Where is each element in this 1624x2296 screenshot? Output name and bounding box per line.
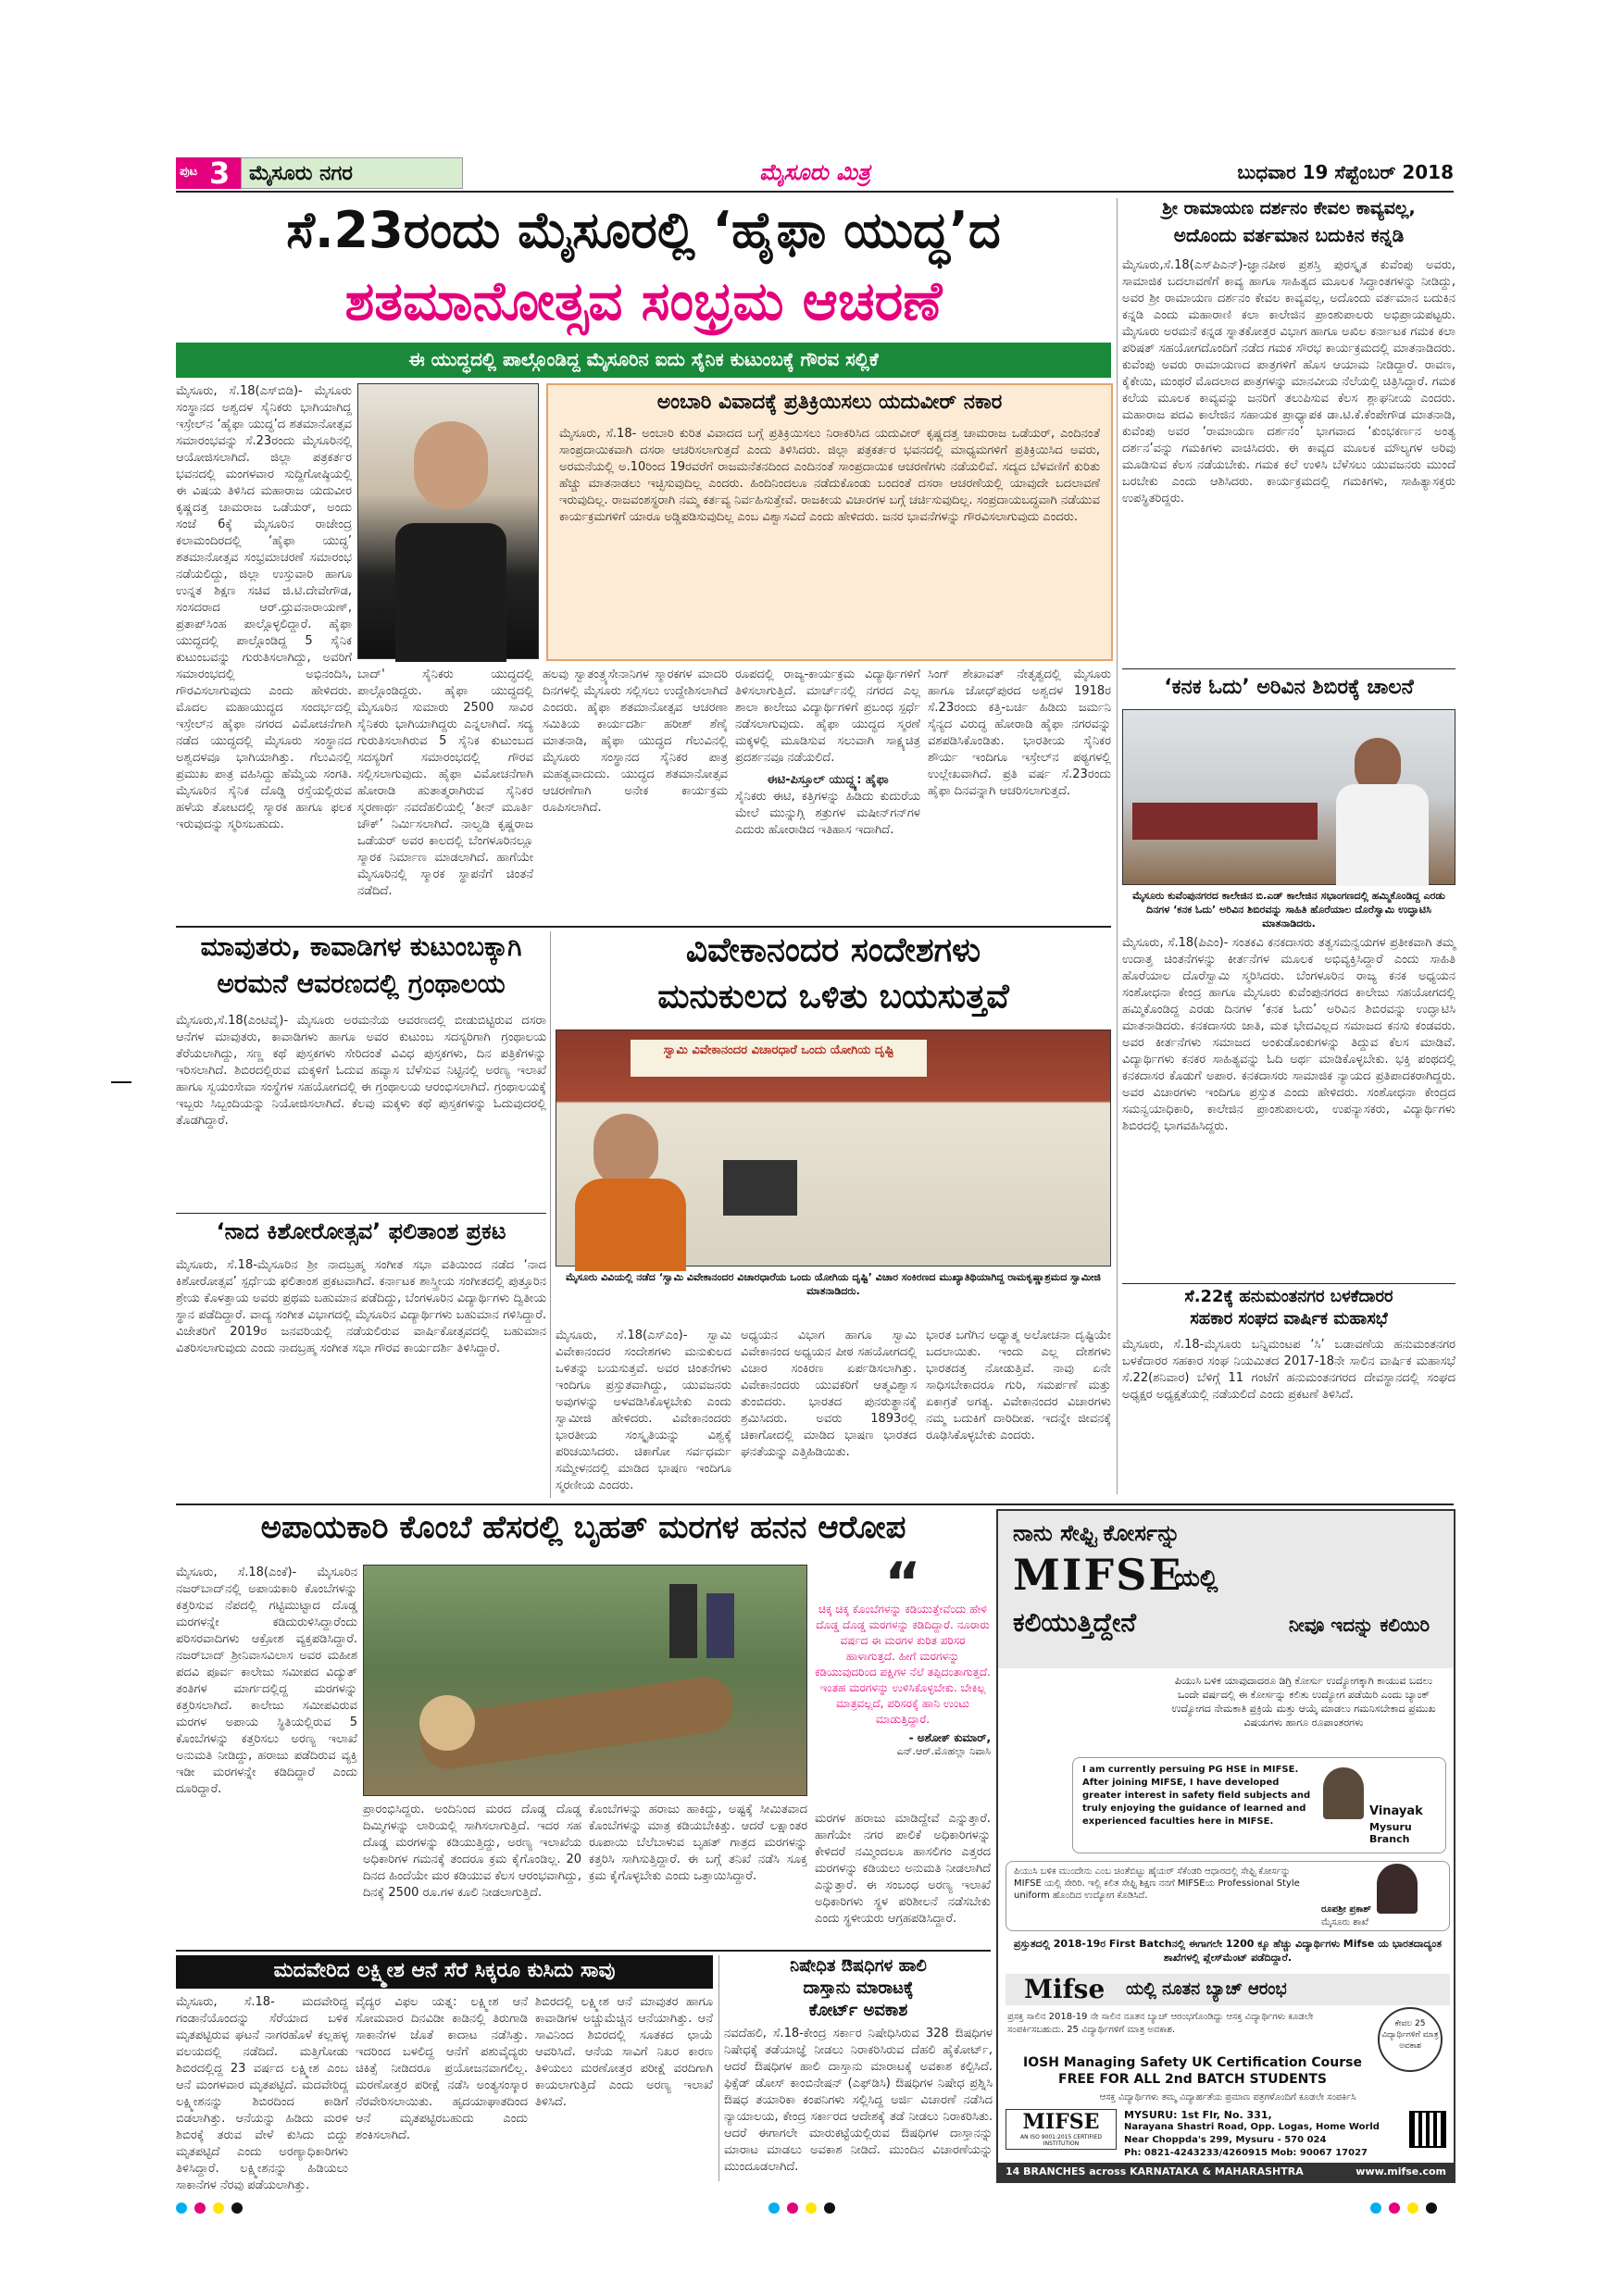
- ad-testimonial-branch: Mysuru Branch: [1369, 1821, 1412, 1845]
- tree-quote-author-sub: ಎನ್.ಆರ್.ಮೊಹಲ್ಲಾ ನಿವಾಸಿ: [896, 1745, 991, 1757]
- page-number-label: ಪುಟ: [180, 165, 198, 179]
- drugs-text: ನವದೆಹಲಿ, ಸೆ.18-ಕೇಂದ್ರ ಸರ್ಕಾರ ನಿಷೇಧಿಸಿರುವ 328 ಔಷಧಿಗಳ ನಿಷೇಧಕ್ಕೆ ತಡೆಯಾಜ್ಞೆ ನೀಡಲು ನಿರಾಕರಿಸಿರುವ ದೆಹಲಿ ಹೈಕೋರ್ಟ್, ಆದರೆ ಔಷಧಿಗಳ ಹಾಲಿ ದಾಸ್ತಾನು ಮಾರಾಟಕ್ಕೆ ಅವಕಾಶ ಕಲ್ಪಿಸಿದೆ. ಫಿಕ್ಸೆಡ್ ಡೋಸ್ ಕಾಂಬಿನೇಷನ್ (ಎಫ್‌ಡಿಸಿ) ಔಷಧಿಗಳ ನಿಷೇಧ ಪ್ರಶ್ನಿಸಿ ಔಷಧ ತಯಾರಿಕಾ ಕಂಪನಿಗಳು ಸಲ್ಲಿಸಿದ್ದ ಅರ್ಜಿ ವಿಚಾರಣೆ ನಡೆಸಿದ ನ್ಯಾಯಾಲಯ, ಕೇಂದ್ರ ಸರ್ಕಾರದ ಆದೇಶಕ್ಕೆ ತಡೆ ನೀಡಲು ನಿರಾಕರಿಸಿತು. ಆದರೆ ಈಗಾಗಲೇ ಮಾರುಕಟ್ಟೆಯಲ್ಲಿರುವ ಔಷಧಿಗಳ ದಾಸ್ತಾನನ್ನು ಮಾರಾಟ ಮಾಡಲು ಅವಕಾಶ ನೀಡಿದೆ. ಮುಂದಿನ ವಿಚಾರಣೆಯನ್ನು ಮುಂದೂಡಲಾಗಿದೆ.: [724, 2027, 993, 2174]
- tree-quote-box: [815, 1551, 991, 1807]
- drugs-headline-3: ಕೋರ್ಟ್ ಅವಕಾಶ: [808, 2001, 908, 2020]
- vivek-photo-banner: ಸ್ವಾಮಿ ವಿವೇಕಾನಂದರ ವಿಚಾರಧಾರೆ ಒಂದು ಯೋಗಿಯ ದೃಷ್ಟಿ: [631, 1040, 927, 1077]
- ad-testimonial-name: Vinayak: [1369, 1804, 1423, 1818]
- drugs-box: [724, 1955, 993, 2181]
- mavuttaru-headline-2: ಅರಮನೆ ಆವರಣದಲ್ಲಿ ಗ್ರಂಥಾಲಯ: [217, 968, 506, 999]
- nada-text: ಮೈಸೂರು, ಸೆ.18-ಮೈಸೂರಿನ ಶ್ರೀ ನಾದಬ್ರಹ್ಮ ಸಂಗೀತ ಸಭಾ ವತಿಯಿಂದ ನಡೆದ ‘ನಾದ ಕಿಶೋರೋತ್ಸವ’ ಸ್ಪರ್ಧೆಯ ಫಲಿತಾಂಶ ಪ್ರಕಟವಾಗಿದೆ. ಕರ್ನಾಟಕ ಶಾಸ್ತ್ರೀಯ ಸಂಗೀತದಲ್ಲಿ ಪುತ್ತೂರಿನ ಶ್ರೇಯ ಕೊಳತ್ತಾಯ ಅವರು ಪ್ರಥಮ ಬಹುಮಾನ ಪಡೆದಿದ್ದು, ಬೆಂಗಳೂರಿನ ವಿದ್ಯಾರ್ಥಿಗಳು ದ್ವಿತೀಯ ಸ್ಥಾನ ಪಡೆದಿದ್ದಾರೆ. ವಾದ್ಯ ಸಂಗೀತ ವಿಭಾಗದಲ್ಲಿ ಮೈಸೂರಿನ ವಿದ್ಯಾರ್ಥಿಗಳು ಬಹುಮಾನ ಗಳಿಸಿದ್ದಾರೆ. ವಿಜೇತರಿಗೆ 2019ರ ಜನವರಿಯಲ್ಲಿ ನಡೆಯಲಿರುವ ವಾರ್ಷಿಕೋತ್ಸವದಲ್ಲಿ ಬಹುಮಾನ ವಿತರಿಸಲಾಗುವುದು ಎಂದು ನಾದಬ್ರಹ್ಮ ಸಂಗೀತ ಸಭಾ ಗೌರವ ಕಾರ್ಯದರ್ಶಿ ತಿಳಿಸಿದ್ದಾರೆ.: [176, 1258, 546, 1355]
- section-label: ಮೈಸೂರು ನಗರ: [241, 157, 463, 189]
- ad-testimonial-2: [1006, 1861, 1450, 1931]
- rule-nada: [176, 1213, 546, 1214]
- ad-testimonial2-text: ಪಿಯುಸಿ ಬಳಿಕ ಮುಂದೇನು ಎಂಬ ಚಿಂತೆಬಿಟ್ಟು ಹೈಯರ್ ಸೆಕೆಂಡರಿ ಆಧಾರದಲ್ಲಿ ಸೇಫ್ಟಿ ಕೋರ್ಸನ್ನು MIFSE ಯಲ್ಲಿ ಸೇರಿರಿ. ಇಲ್ಲಿ ಕಲಿತ ಸೇಫ್ಟಿ ಶಿಕ್ಷಣ ನನಗೆ MIFSEಯ Professional Style uniform ಹೊಂದಿದ ಉದ್ಯೋಗ ಕೊಡಿಸಿದೆ.: [1014, 1866, 1300, 1901]
- lead-inset-text: ಸೈನಿಕರು ಈಟಿ, ಕತ್ತಿಗಳನ್ನು ಹಿಡಿದು ಕುದುರೆಯ ಮೇಲೆ ಮುನ್ನುಗ್ಗಿ ಶತ್ರುಗಳ ಮಷೀನ್‌ಗನ್‌ಗಳ ಎದುರು ಹೋರಾಡಿದ ಇತಿಹಾಸ ಇದಾಗಿದೆ.: [735, 790, 920, 837]
- registration-dot: [787, 2202, 798, 2214]
- ad-footer-band: [998, 2163, 1454, 2181]
- ambari-box: [546, 383, 1113, 661]
- registration-dot: [824, 2202, 835, 2214]
- registration-marks-right: [1370, 2200, 1481, 2215]
- drugs-headline: ನಿಷೇಧಿತ ಔಷಧಿಗಳ ಹಾಲಿ: [790, 1956, 927, 1976]
- ad-testimonial-text: I am currently persuing PG HSE in MIFSE. After joining MIFSE, I have developed greater interest in safety field subjects and truly enjoying the guidance of learned and experienced faculties here in MIFSE.: [1082, 1765, 1311, 1827]
- ad-line-1: ನಾನು ಸೇಫ್ಟಿ ಕೋರ್ಸನ್ನು: [1013, 1520, 1181, 1546]
- right-col-divider: [1117, 198, 1118, 1494]
- left-margin-mark: [111, 1081, 131, 1083]
- hanumantha-headline: ಸೆ.22ಕ್ಕೆ ಹನುಮಂತನಗರ ಬಳಕೆದಾರರ: [1184, 1287, 1393, 1306]
- ad-phone[interactable]: Ph: 0821-4243233/4260915 Mob: 90067 17027: [1124, 2148, 1368, 2158]
- ad-branch-title: MYSURU: 1st Flr, No. 331,: [1124, 2109, 1272, 2121]
- lead-col-5: ಸಿಂಗ್ ಶೇಖಾವತ್ ನೇತೃತ್ವದಲ್ಲಿ ಮೈಸೂರು ಹಾಗೂ ಜೋಧ್‌ಪುರದ ಅಶ್ವದಳ 1918ರ ಸೆ.23ರಂದು ಕತ್ತಿ-ಬರ್ಚಿ ಹಿಡಿದು ಜರ್ಮನಿ ಸೈನ್ಯದ ವಿರುದ್ಧ ಹೋರಾಡಿ ಹೈಫಾ ನಗರವನ್ನು ವಶಪಡಿಸಿಕೊಂಡಿತು. ಭಾರತೀಯ ಸೈನಿಕರ ಶೌರ್ಯ ಇಂದಿಗೂ ಇಸ್ರೇಲ್‌ನ ಪಠ್ಯಗಳಲ್ಲಿ ಉಲ್ಲೇಖವಾಗಿದೆ. ಪ್ರತಿ ವರ್ಷ ಸೆ.23ರಂದು ಹೈಫಾ ದಿನವನ್ನಾಗಿ ಆಚರಿಸಲಾಗುತ್ತದೆ.: [928, 668, 1111, 798]
- lead-headline-2: ಶತಮಾನೋತ್ಸವ ಸಂಭ್ರಮ ಆಚರಣೆ: [344, 269, 943, 332]
- ad-iosh-2: FREE FOR ALL 2nd BATCH STUDENTS: [1058, 2072, 1327, 2087]
- tree-quote-author: - ಅಶೋಕ್ ಕುಮಾರ್,: [908, 1731, 991, 1744]
- lead-col-1: ಮೈಸೂರು, ಸೆ.18(ಎಸ್‌ಬಿಡಿ)- ಮೈಸೂರು ಸಂಸ್ಥಾನದ ಅಶ್ವದಳ ಸೈನಿಕರು ಭಾಗಿಯಾಗಿದ್ದ ಇಸ್ರೇಲ್‌ನ ‘ಹೈಫಾ ಯುದ್ಧ’ದ ಶತಮಾನೋತ್ಸವ ಸಮಾರಂಭವನ್ನು ಸೆ.23ರಂದು ಮೈಸೂರಿನಲ್ಲಿ ಆಯೋಜಿಸಲಾಗಿದೆ. ಜಿಲ್ಲಾ ಪತ್ರಕರ್ತರ ಭವನದಲ್ಲಿ ಮಂಗಳವಾರ ಸುದ್ದಿಗೋಷ್ಠಿಯಲ್ಲಿ ಈ ವಿಷಯ ತಿಳಿಸಿದ ಮಹಾರಾಜ ಯದುವೀರ ಕೃಷ್ಣದತ್ತ ಚಾಮರಾಜ ಒಡೆಯರ್, ಅಂದು ಸಂಜೆ 6ಕ್ಕೆ ಮೈಸೂರಿನ ರಾಜೇಂದ್ರ ಕಲಾಮಂದಿರದಲ್ಲಿ ‘ಹೈಫಾ ಯುದ್ಧ’ ಶತಮಾನೋತ್ಸವ ಸಂಭ್ರಮಾಚರಣೆ ಸಮಾರಂಭ ನಡೆಯಲಿದ್ದು, ಜಿಲ್ಲಾ ಉಸ್ತುವಾರಿ ಹಾಗೂ ಉನ್ನತ ಶಿಕ್ಷಣ ಸಚಿವ ಜಿ.ಟಿ.ದೇವೇಗೌಡ, ಸಂಸದರಾದ ಆರ್.ಧ್ರುವನಾರಾಯಣ್, ಪ್ರತಾಪ್‌ಸಿಂಹ ಪಾಲ್ಗೊಳ್ಳಲಿದ್ದಾರೆ. ಹೈಫಾ ಯುದ್ಧದಲ್ಲಿ ಪಾಲ್ಗೊಂಡಿದ್ದ 5 ಸೈನಿಕ ಕುಟುಂಬವನ್ನು ಗುರುತಿಸಲಾಗಿದ್ದು, ಅವರಿಗೆ ಸಮಾರಂಭದಲ್ಲಿ ಅಭಿನಂದಿಸಿ, ಗೌರವಿಸಲಾಗುವುದು ಎಂದು ಹೇಳಿದರು. ಮೊದಲ ಮಹಾಯುದ್ಧದ ಸಂದರ್ಭದಲ್ಲಿ ಇಸ್ರೇಲ್‌ನ ಹೈಫಾ ನಗರದ ವಿಮೋಚನೆಗಾಗಿ ನಡೆದ ಯುದ್ಧದಲ್ಲಿ ಮೈಸೂರು ಸಂಸ್ಥಾನದ ಅಶ್ವದಳವೂ ಭಾಗಿಯಾಗಿತ್ತು. ಗೆಲುವಿನಲ್ಲಿ ಪ್ರಮುಖ ಪಾತ್ರ ವಹಿಸಿದ್ದು ಹೆಮ್ಮೆಯ ಸಂಗತಿ. ಮೈಸೂರಿನ ಸೈನಿಕ ದೊಡ್ಡಿ ರಸ್ತೆಯಲ್ಲಿರುವ ಹಳೆಯ ತೋಟದಲ್ಲಿ ಸ್ಮಾರಕ ಹಾಗೂ ಫಲಕ ಇರುವುದನ್ನು ಸ್ಮರಿಸಬಹುದು.: [176, 384, 352, 831]
- lead-col-2: ಬಾದ್' ಸೈನಿಕರು ಯುದ್ಧದಲ್ಲಿ ಪಾಲ್ಗೊಂಡಿದ್ದರು. ಹೈಫಾ ಯುದ್ಧದಲ್ಲಿ ಮೈಸೂರಿನ ಸುಮಾರು 2500 ಸಾವಿರ ಸೈನಿಕರು ಭಾಗಿಯಾಗಿದ್ದರು ಎನ್ನಲಾಗಿದೆ. ಸದ್ಯ ಗುರುತಿಸಲಾಗಿರುವ 5 ಸೈನಿಕ ಕುಟುಂಬದ ಸದಸ್ಯರಿಗೆ ಸಮಾರಂಭದಲ್ಲಿ ಗೌರವ ಸಲ್ಲಿಸಲಾಗುವುದು. ಹೈಫಾ ವಿಮೋಚನೆಗಾಗಿ ಹೋರಾಡಿ ಹುತಾತ್ಮರಾಗಿರುವ ಸೈನಿಕರ ಸ್ಮರಣಾರ್ಥ ನವದೆಹಲಿಯಲ್ಲಿ ‘ತೀನ್ ಮೂರ್ತಿ ಚೌಕ್’ ನಿರ್ಮಿಸಲಾಗಿದೆ. ನಾಲ್ವಡಿ ಕೃಷ್ಣರಾಜ ಒಡೆಯರ್ ಅವರ ಕಾಲದಲ್ಲಿ ಬೆಂಗಳೂರಿನಲ್ಲೂ ಸ್ಮಾರಕ ನಿರ್ಮಾಣ ಮಾಡಲಾಗಿದೆ. ಹಾಗೆಯೇ ಮೈಸೂರಿನಲ್ಲಿ ಸ್ಮಾರಕ ಸ್ಥಾಪನೆಗೆ ಚಿಂತನೆ ನಡೆದಿದೆ.: [357, 668, 533, 898]
- ad-iosh-1: IOSH Managing Safety UK Certification Course: [1023, 2055, 1362, 2070]
- elephant-headline: ಮದವೇರಿದ ಲಕ್ಷ್ಮೀಶ ಆನೆ ಸೆರೆ ಸಿಕ್ಕರೂ ಕುಸಿದು ಸಾವು: [273, 1959, 616, 1982]
- elephant-headline-band: [176, 1955, 713, 1989]
- elephant-col-1: ಮೈಸೂರು, ಸೆ.18- ಮದವೇರಿದ್ದ ಗಂಡಾನೆಯೊಂದನ್ನು ಸೆರೆಯಾದ ಬಳಿಕ ಮೃತಪಟ್ಟಿರುವ ಘಟನೆ ನಾಗರಹೊಳೆ ಕಲ್ಲಹಳ್ಳ ವಲಯದಲ್ಲಿ ನಡೆದಿದೆ. ಮತ್ತಿಗೋಡು ಶಿಬಿರದಲ್ಲಿದ್ದ 23 ವರ್ಷದ ಲಕ್ಷ್ಮೀಶ ಎಂಬ ಆನೆ ಮಂಗಳವಾರ ಮೃತಪಟ್ಟಿದೆ. ಮದವೇರಿದ್ದ ಲಕ್ಷ್ಮೀಶನನ್ನು ಶಿಬಿರದಿಂದ ಕಾಡಿಗೆ ಬಿಡಲಾಗಿತ್ತು. ಆನೆಯನ್ನು ಹಿಡಿದು ಮರಳಿ ಶಿಬಿರಕ್ಕೆ ತರುವ ವೇಳೆ ಕುಸಿದು ಬಿದ್ದು ಮೃತಪಟ್ಟಿದೆ ಎಂದು ಅರಣ್ಯಾಧಿಕಾರಿಗಳು ತಿಳಿಸಿದ್ದಾರೆ. ಲಕ್ಷ್ಮೀಶನನ್ನು ಹಿಡಿಯಲು ಸಾಕಾನೆಗಳ ನೆರವು ಪಡೆಯಲಾಗಿತ್ತು.: [176, 1995, 348, 2192]
- masthead: [176, 157, 1454, 189]
- ad-contact-note: ಆಸಕ್ತ ವಿದ್ಯಾರ್ಥಿಗಳು ತಮ್ಮ ವಿದ್ಯಾರ್ಹತೆಯ ಪ್ರಮಾಣ ಪತ್ರಗಳೊಂದಿಗೆ ಕೂಡಲೇ ಸಂಪರ್ಕಿಸಿ: [1099, 2092, 1356, 2103]
- vivek-col-2: ಅಧ್ಯಯನ ವಿಭಾಗ ಹಾಗೂ ಸ್ವಾಮಿ ವಿವೇಕಾನಂದ ಅಧ್ಯಯನ ಪೀಠ ಸಹಯೋಗದಲ್ಲಿ ವಿಚಾರ ಸಂಕಿರಣ ಏರ್ಪಡಿಸಲಾಗಿತ್ತು. ವಿವೇಕಾನಂದರು ಯುವಕರಿಗೆ ಆತ್ಮವಿಶ್ವಾಸ ತುಂಬಿದರು. ಭಾರತದ ಪುನರುತ್ಥಾನಕ್ಕೆ ಶ್ರಮಿಸಿದರು. ಅವರು 1893ರಲ್ಲಿ ಚಿಕಾಗೋದಲ್ಲಿ ಮಾಡಿದ ಭಾಷಣ ಭಾರತದ ಘನತೆಯನ್ನು ಎತ್ತಿಹಿಡಿಯಿತು.: [741, 1329, 917, 1459]
- hanumantha-headline-2: ಸಹಕಾರ ಸಂಘದ ವಾರ್ಷಿಕ ಮಹಾಸಭೆ: [1190, 1309, 1388, 1329]
- ad-testimonial2-branch: ಮೈಸೂರು ಶಾಖೆ: [1321, 1917, 1368, 1928]
- registration-dot: [806, 2202, 817, 2214]
- tree-col-2: ಪ್ರಾರಂಭಿಸಿದ್ದರು. ಅಂದಿನಿಂದ ಮರದ ದೊಡ್ಡ ದೊಡ್ಡ ದಿಮ್ಮಿಗಳನ್ನು ಲಾರಿಯಲ್ಲಿ ಸಾಗಿಸಲಾಗುತ್ತಿದೆ. ಇದರ ಸಹ ದೊಡ್ಡ ಮರಗಳನ್ನು ಕಡಿಯುತ್ತಿದ್ದು, ಅರಣ್ಯ ಇಲಾಖೆಯ ಅಧಿಕಾರಿಗಳ ಗಮನಕ್ಕೆ ತಂದರೂ ಕ್ರಮ ಕೈಗೊಂಡಿಲ್ಲ. 20 ದಿನದ ಹಿಂದೆಯೇ ಮರ ಕಡಿಯುವ ಕೆಲಸ ಆರಂಭವಾಗಿದ್ದು, ದಿನಕ್ಕೆ 2500 ರೂ.ಗಳ ಕೂಲಿ ನೀಡಲಾಗುತ್ತಿದೆ.: [363, 1803, 581, 1900]
- ramayana-headline: ಶ್ರೀ ರಾಮಾಯಣ ದರ್ಶನಂ ಕೇವಲ ಕಾವ್ಯವಲ್ಲ,: [1162, 198, 1416, 218]
- registration-marks-left: [176, 2200, 287, 2215]
- quote-icon: “: [884, 1551, 921, 1616]
- ad-new-batch-text: ಯಲ್ಲಿ ನೂತನ ಬ್ಯಾಚ್ ಆರಂಭ: [1126, 1979, 1287, 1999]
- page-number: 3: [209, 156, 231, 191]
- elephant-col-3: ಶಿಬಿರದಲ್ಲಿ ಲಕ್ಷ್ಮೀಶ ಆನೆ ಮಾವುತರ ಹಾಗೂ ಕಾವಾಡಿಗಳ ಅಚ್ಚುಮೆಚ್ಚಿನ ಆನೆಯಾಗಿತ್ತು. ಆನೆ ಸಾವಿನಿಂದ ಶಿಬಿರದಲ್ಲಿ ಸೂತಕದ ಛಾಯೆ ಆವರಿಸಿದೆ. ಆನೆಯ ಸಾವಿಗೆ ನಿಖರ ಕಾರಣ ತಿಳಿಯಲು ಮರಣೋತ್ತರ ಪರೀಕ್ಷೆ ವರದಿಗಾಗಿ ಕಾಯಲಾಗುತ್ತಿದೆ ಎಂದು ಅರಣ್ಯ ಇಲಾಖೆ ತಿಳಿಸಿದೆ.: [535, 1995, 713, 2109]
- registration-marks-center: [768, 2200, 880, 2215]
- mavuttaru-headline: ಮಾವುತರು, ಕಾವಾಡಿಗಳ ಕುಟುಂಬಕ್ಕಾಗಿ: [200, 931, 522, 962]
- rule-hanumantha: [1122, 1283, 1455, 1284]
- ad-address-1: Narayana Shastri Road, Opp. Logas, Home World: [1124, 2122, 1380, 2132]
- vivek-col-3-text: ಭಾರತ ಬಗೆಗಿನ ಅಧ್ಯಾತ್ಮ ಅಲೋಚನಾ ದೃಷ್ಟಿಯೇ ಬದಲಾಯಿತು. ಇಂದು ಎಲ್ಲ ದೇಶಗಳು ಭಾರತದತ್ತ ನೋಡುತ್ತಿವೆ. ನಾವು ಏನೇ ಸಾಧಿಸಬೇಕಾದರೂ ಗುರಿ, ಸಮರ್ಪಣೆ ಮತ್ತು ಏಕಾಗ್ರತೆ ಅಗತ್ಯ. ವಿವೇಕಾನಂದರ ವಿಚಾರಗಳು ನಮ್ಮ ಬದುಕಿಗೆ ದಾರಿದೀಪ. ಇದನ್ನೇ ಜೀವನಕ್ಕೆ ರೂಢಿಸಿಕೊಳ್ಳಬೇಕು ಎಂದರು.: [926, 1329, 1111, 1442]
- ad-seats-badge: ಕೇವಲ 25 ವಿದ್ಯಾರ್ಥಿಗಳಿಗೆ ಮಾತ್ರ ಅವಕಾಶ: [1378, 2007, 1443, 2072]
- vivek-headline: ವಿವೇಕಾನಂದರ ಸಂದೇಶಗಳು: [685, 931, 981, 969]
- ad-line-2-suffix: ಯಲ್ಲಿ: [1174, 1565, 1218, 1592]
- ad-footer-left: 14 BRANCHES across KARNATAKA & MAHARASHTRA: [1006, 2165, 1304, 2177]
- lead-subhead: ಈ ಯುದ್ಧದಲ್ಲಿ ಪಾಲ್ಗೊಂಡಿದ್ದ ಮೈಸೂರಿನ ಐದು ಸೈನಿಕ ಕುಟುಂಬಕ್ಕೆ ಗೌರವ ಸಲ್ಲಿಕೆ: [408, 348, 879, 370]
- ad-testimonial-1: [1072, 1757, 1446, 1853]
- vivek-col-3: [926, 954, 927, 955]
- ad-top-banner: [998, 1511, 1454, 1668]
- ad-student2-avatar: [1377, 1864, 1418, 1914]
- kanaka-photo: [1122, 709, 1455, 885]
- tree-quote: ಚಿಕ್ಕ ಚಿಕ್ಕ ಕೊಂಬೆಗಳನ್ನು ಕಡಿಯುತ್ತೇವೆಂದು ಹೇಳಿ ದೊಡ್ಡ ದೊಡ್ಡ ಮರಗಳನ್ನು ಕಡಿದಿದ್ದಾರೆ. ನೂರಾರು ವರ್ಷದ ಈ ಮರಗಳ ಕುರಿತ ಪರಿಸರ ಹಾಳಾಗುತ್ತದೆ. ಹೀಗೆ ಮರಗಳನ್ನು ಕಡಿಯುವುದರಿಂದ ಪಕ್ಷಿಗಳ ನೆಲೆ ತಪ್ಪಿದಂತಾಗುತ್ತದೆ. ಇಂತಹ ಮರಗಳನ್ನು ಉಳಿಸಿಕೊಳ್ಳಬೇಕು. ಬೇಕಿಲ್ಲ ಮಾತ್ರವಲ್ಲದೆ, ಪರಿಸರಕ್ಕೆ ಹಾನಿ ಉಂಟು ಮಾಡುತ್ತಿದ್ದಾರೆ.: [815, 1603, 991, 1726]
- kanaka-text: ಮೈಸೂರು, ಸೆ.18(ಪಿಎಂ)- ಸಂತಕವಿ ಕನಕದಾಸರು ತತ್ವಸಮನ್ವಯಗಳ ಪ್ರತೀಕವಾಗಿ ತಮ್ಮ ಉದಾತ್ತ ಚಿಂತನೆಗಳನ್ನು ಕೀರ್ತನೆಗಳ ಮೂಲಕ ಅಭಿವ್ಯಕ್ತಿಸಿದ್ದಾರೆ ಎಂದು ಸಾಹಿತಿ ಹೊರೆಯಾಲ ದೊರೆಸ್ವಾಮಿ ಸ್ಮರಿಸಿದರು. ಬೆಂಗಳೂರಿನ ರಾಜ್ಯ ಕನಕ ಅಧ್ಯಯನ ಸಂಶೋಧನಾ ಕೇಂದ್ರ ಹಾಗೂ ಮೈಸೂರು ಕುವೆಂಪುನಗರದ ಕಾಲೇಜು ಸಹಯೋಗದಲ್ಲಿ ಹಮ್ಮಿಕೊಂಡಿದ್ದ ಎರಡು ದಿನಗಳ ‘ಕನಕ ಓದು’ ಅರಿವಿನ ಶಿಬಿರವನ್ನು ಉದ್ಘಾಟಿಸಿ ಮಾತನಾಡಿದರು. ಕನಕದಾಸರು ಜಾತಿ, ಮತ ಭೇದವಿಲ್ಲದ ಸಮಾಜದ ಕನಸು ಕಂಡವರು. ಅವರ ಕೀರ್ತನೆಗಳು ಸಮಾಜದ ಅಂಕುಡೊಂಕುಗಳನ್ನು ತಿದ್ದುವ ಕೆಲಸ ಮಾಡಿವೆ. ವಿದ್ಯಾರ್ಥಿಗಳು ಕನಕರ ಸಾಹಿತ್ಯವನ್ನು ಓದಿ ಅರ್ಥ ಮಾಡಿಕೊಳ್ಳಬೇಕು. ಭಕ್ತಿ ಪಂಥದಲ್ಲಿ ಕನಕದಾಸರ ಕೊಡುಗೆ ಅಪಾರ. ಕನಕದಾಸರು ಸಾಮಾಜಿಕ ನ್ಯಾಯದ ಪ್ರತಿಪಾದಕರಾಗಿದ್ದರು. ಅವರ ವಿಚಾರಗಳು ಇಂದಿಗೂ ಪ್ರಸ್ತುತ ಎಂದು ಹೇಳಿದರು. ಸಂಶೋಧನಾ ಕೇಂದ್ರದ ಸಮನ್ವಯಾಧಿಕಾರಿ, ಕಾಲೇಜಿನ ಪ್ರಾಂಶುಪಾಲರು, ಉಪನ್ಯಾಸಕರು, ವಿದ್ಯಾರ್ಥಿಗಳು ಶಿಬಿರದಲ್ಲಿ ಭಾಗವಹಿಸಿದ್ದರು.: [1122, 936, 1455, 1133]
- page-number-badge: [176, 157, 241, 189]
- registration-dot: [1426, 2202, 1437, 2214]
- registration-dot: [176, 2202, 187, 2214]
- tree-col-1: ಮೈಸೂರು, ಸೆ.18(ಎಂಕೆ)- ಮೈಸೂರಿನ ನಜರ್‌ಬಾದ್‌ನಲ್ಲಿ ಅಪಾಯಕಾರಿ ಕೊಂಬೆಗಳನ್ನು ಕತ್ತರಿಸುವ ನೆಪದಲ್ಲಿ ಗಟ್ಟಿಮುಟ್ಟಾದ ದೊಡ್ಡ ಮರಗಳನ್ನೇ ಕಡಿದುರುಳಿಸಿದ್ದಾರೆಂದು ಪರಿಸರವಾದಿಗಳು ಆಕ್ರೋಶ ವ್ಯಕ್ತಪಡಿಸಿದ್ದಾರೆ. ನಜರ್‌ಬಾದ್ ಶ್ರೀನಿವಾಸವಿಲಾಸ ಅವರ ಮಹೀಶ ಪದವಿ ಪೂರ್ವ ಕಾಲೇಜು ಸಮೀಪದ ವಿದ್ಯುತ್ ತಂತಿಗಳ ಮಾರ್ಗದಲ್ಲಿದ್ದ ಮರಗಳನ್ನು ಕತ್ತರಿಸಲಾಗಿದೆ. ಕಾಲೇಜು ಸಮೀಪವಿರುವ ಮರಗಳ ಅಪಾಯ ಸ್ಥಿತಿಯಲ್ಲಿರುವ 5 ಕೊಂಬೆಗಳನ್ನು ಕತ್ತರಿಸಲು ಅರಣ್ಯ ಇಲಾಖೆ ಅನುಮತಿ ನೀಡಿದ್ದು, ಹರಾಜು ಪಡೆದಿರುವ ವ್ಯಕ್ತಿ ಇಡೀ ಮರಗಳನ್ನೇ ಕಡಿದಿದ್ದಾರೆ ಎಂದು ದೂರಿದ್ದಾರೆ.: [176, 1566, 357, 1796]
- drugs-headline-2: ದಾಸ್ತಾನು ಮಾರಾಟಕ್ಕೆ: [803, 1978, 914, 1998]
- vivek-photo: [556, 1029, 1111, 1267]
- registration-dot: [1389, 2202, 1400, 2214]
- registration-dot: [768, 2202, 780, 2214]
- rule-2: [176, 1504, 1454, 1505]
- ad-batch-note: ಪ್ರಸ್ತುತದಲ್ಲಿ 2018-19ರ First Batchನಲ್ಲಿ ಈಗಾಗಲೇ 1200 ಕ್ಕೂ ಹೆಚ್ಚು ವಿದ್ಯಾರ್ಥಿಗಳು Mifse ಯ ಭಾರತದಾದ್ಯಂತ ಶಾಖೆಗಳಲ್ಲಿ ಪ್ಲೇಸ್‌ಮೆಂಟ್ ಪಡೆದಿದ್ದಾರೆ.: [1013, 1938, 1443, 1964]
- ad-logo-sub: AN ISO 9001:2015 CERTIFIED INSTITUTION: [1020, 2134, 1102, 2147]
- ad-brand: MIFSE: [1013, 1550, 1183, 1600]
- lead-headline: ಸೆ.23ರಂದು ಮೈಸೂರಲ್ಲಿ ‘ಹೈಫಾ ಯುದ್ಧ’ದ: [286, 201, 1001, 259]
- vivek-headline-2: ಮನುಕುಲದ ಒಳಿತು ಬಯಸುತ್ತವೆ: [657, 978, 1009, 1016]
- ad-student-avatar: [1323, 1767, 1364, 1819]
- ad-new-batch-para: ಪ್ರಸಕ್ತ ಸಾಲಿನ 2018-19 ನೇ ಸಾಲಿನ ನೂತನ ಬ್ಯಾಚ್ ಆರಂಭಗೊಂಡಿದ್ದು ಆಸಕ್ತ ವಿದ್ಯಾರ್ಥಿಗಳು ಕೂಡಲೇ ಸಂಪರ್ಕಿಸಬಹುದು. 25 ವಿದ್ಯಾರ್ಥಿಗಳಿಗೆ ಮಾತ್ರ ಅವಕಾಶ.: [1007, 2012, 1314, 2035]
- elephant-col-2: ವೈದ್ಯರ ವಿಫಲ ಯತ್ನ: ಲಕ್ಷ್ಮೀಶ ಆನೆ ಸೋಮವಾರ ದಿನವಿಡೀ ಕಾಡಿನಲ್ಲಿ ತಿರುಗಾಡಿ ಸಾಕಾನೆಗಳ ಜೊತೆ ಕಾದಾಟ ನಡೆಸಿತ್ತು. ಇದರಿಂದ ಬಳಲಿದ್ದ ಆನೆಗೆ ಪಶುವೈದ್ಯರು ಚಿಕಿತ್ಸೆ ನೀಡಿದರೂ ಪ್ರಯೋಜನವಾಗಲಿಲ್ಲ. ಮರಣೋತ್ತರ ಪರೀಕ್ಷೆ ನಡೆಸಿ ಅಂತ್ಯಸಂಸ್ಕಾರ ನೆರವೇರಿಸಲಾಯಿತು. ಹೃದಯಾಘಾತದಿಂದ ಆನೆ ಮೃತಪಟ್ಟಿರಬಹುದು ಎಂದು ಶಂಕಿಸಲಾಗಿದೆ.: [356, 1995, 528, 2142]
- lead-subhead-band: [176, 343, 1111, 378]
- tree-headline: ಅಪಾಯಕಾರಿ ಕೊಂಬೆ ಹೆಸರಲ್ಲಿ ಬೃಹತ್ ಮರಗಳ ಹನನ ಆರೋಪ: [260, 1509, 906, 1546]
- rule-3: [176, 1950, 991, 1952]
- ad-logo-text: MIFSE: [1022, 2110, 1100, 2134]
- hanumantha-text: ಮೈಸೂರು, ಸೆ.18-ಮೈಸೂರು ಬನ್ನಿಮಂಟಪ ‘ಸಿ’ ಬಡಾವಣೆಯ ಹನುಮಂತನಗರ ಬಳಕೆದಾರರ ಸಹಕಾರ ಸಂಘ ನಿಯಮಿತದ 2017-18ನೇ ಸಾಲಿನ ವಾರ್ಷಿಕ ಮಹಾಸಭೆ ಸೆ.22(ಶನಿವಾರ) ಬೆಳಿಗ್ಗೆ 11 ಗಂಟೆಗೆ ಹನುಮಂತನಗರದ ದೇವಸ್ಥಾನದಲ್ಲಿ ಸಂಘದ ಅಧ್ಯಕ್ಷರ ಅಧ್ಯಕ್ಷತೆಯಲ್ಲಿ ನಡೆಯಲಿದೆ ಎಂದು ಪ್ರಕಟಣೆ ತಿಳಿಸಿದೆ.: [1122, 1338, 1455, 1402]
- vivek-divider: [550, 931, 551, 1498]
- lead-photo-yaduveer: [357, 383, 539, 659]
- masthead-rule: [176, 191, 1454, 193]
- registration-dot: [1370, 2202, 1381, 2214]
- lead-col-4: ರೂಪದಲ್ಲಿ ರಾಜ್ಯ-ಕಾರ್ಯಕ್ರಮ ವಿದ್ಯಾರ್ಥಿಗಳಿಗೆ ತಿಳಿಸಲಾಗುತ್ತಿದೆ. ಮಾರ್ಚ್‌ನಲ್ಲಿ ನಗರದ ಎಲ್ಲ ಶಾಲಾ ಕಾಲೇಜು ವಿದ್ಯಾರ್ಥಿಗಳಿಗೆ ಪ್ರಬಂಧ ಸ್ಪರ್ಧೆ ನಡೆಸಲಾಗುವುದು. ಹೈಫಾ ಯುದ್ಧದ ಸ್ಮರಣೆ ಮಕ್ಕಳಲ್ಲಿ ಮೂಡಿಸುವ ಸಲುವಾಗಿ ಸಾಕ್ಷ್ಯಚಿತ್ರ ಪ್ರದರ್ಶನವೂ ನಡೆಯಲಿದೆ. ಈಟಿ-ಪಿಸ್ತೂಲ್ ಯುದ್ಧ್ಯ: ಹೈಫಾ ಸೈನಿಕರು ಈಟಿ, ಕತ್ತಿಗಳನ್ನು ಹಿಡಿದು ಕುದುರೆಯ ಮೇಲೆ ಮುನ್ನುಗ್ಗಿ ಶತ್ರುಗಳ ಮಷೀನ್‌ಗನ್‌ಗಳ ಎದುರು ಹೋರಾಡಿದ ಇತಿಹಾಸ ಇದಾಗಿದೆ.: [735, 668, 920, 837]
- ambari-headline: ಅಂಬಾರಿ ವಿವಾದಕ್ಕೆ ಪ್ರತಿಕ್ರಿಯಿಸಲು ಯದುವೀರ್ ನಕಾರ: [656, 391, 1003, 414]
- paper-name: ಮೈಸೂರು ಮಿತ್ರ: [759, 159, 870, 185]
- nada-headline: ‘ನಾದ ಕಿಶೋರೋತ್ಸವ’ ಫಲಿತಾಂಶ ಪ್ರಕಟ: [216, 1218, 506, 1244]
- rule-1: [176, 926, 1111, 928]
- ad-kannada-para: ಪಿಯುಸಿ ಬಳಿಕ ಯಾವುದಾದರೂ ಡಿಗ್ರಿ ಕೋರ್ಸು ಉದ್ಯೋಗಕ್ಕಾಗಿ ಕಾಯುವ ಬದಲು ಒಂದೇ ವರ್ಷದಲ್ಲಿ ಈ ಕೋರ್ಸನ್ನು ಕಲಿತು ಉದ್ಯೋಗ ಪಡೆಯಿರಿ ಎಂದು ಬ್ಯಾಂಕ್ ಉದ್ಯೋಗದ ನೇಮಕಾತಿ ಪ್ರಕ್ರಿಯೆ ಮತ್ತು ಆಯ್ಕೆ ಮಾಡಲು ಗಮನಿಸಬೇಕಾದ ಪ್ರಮುಖ ವಿಷಯಗಳು ಹಾಗೂ ರೂಪಾಂತರಗಳು: [1171, 1675, 1436, 1728]
- kanaka-caption: ಮೈಸೂರು ಕುವೆಂಪುನಗರದ ಕಾಲೇಜಿನ ಬಿ.ಎಡ್ ಕಾಲೇಜಿನ ಸಭಾಂಗಣದಲ್ಲಿ ಹಮ್ಮಿಕೊಂಡಿದ್ದ ಎರಡು ದಿನಗಳ ‘ಕನಕ ಓದು’ ಅರಿವಿನ ಶಿಬಿರವನ್ನು ಸಾಹಿತಿ ಹೊರೆಯಾಲ ದೊರೆಸ್ವಾಮಿ ಉದ್ಘಾಟಿಸಿ ಮಾತನಾಡಿದರು.: [1132, 890, 1445, 930]
- tree-col-3: ಕೊಂಬೆಗಳನ್ನು ಹರಾಜು ಹಾಕಿದ್ದು, ಅಷ್ಟಕ್ಕೆ ಸೀಮಿತವಾದ ಕೊಂಬೆಗಳನ್ನು ಮಾತ್ರ ಕಡಿಯಬೇಕಿತ್ತು. ಆದರೆ ಲಕ್ಷಾಂತರ ರೂಪಾಯಿ ಬೆಲೆಬಾಳುವ ಬೃಹತ್ ಗಾತ್ರದ ಮರಗಳನ್ನು ಕತ್ತರಿಸಿ ಸಾಗಿಸುತ್ತಿದ್ದಾರೆ. ಈ ಬಗ್ಗೆ ತನಿಖೆ ನಡೆಸಿ ಸೂಕ್ತ ಕ್ರಮ ಕೈಗೊಳ್ಳಬೇಕು ಎಂದು ಒತ್ತಾಯಿಸಿದ್ದಾರೆ.: [589, 1803, 807, 1883]
- registration-dot: [231, 2202, 243, 2214]
- date: ಬುಧವಾರ 19 ಸೆಪ್ಟೆಂಬರ್ 2018: [1237, 161, 1454, 183]
- mavuttaru-text: ಮೈಸೂರು,ಸೆ.18(ಎಂಟಿವೈ)- ಮೈಸೂರು ಅರಮನೆಯ ಆವರಣದಲ್ಲಿ ಬೀಡುಬಿಟ್ಟಿರುವ ದಸರಾ ಆನೆಗಳ ಮಾವುತರು, ಕಾವಾಡಿಗಳು ಹಾಗೂ ಅವರ ಕುಟುಂಬ ಸದಸ್ಯರಿಗಾಗಿ ಗ್ರಂಥಾಲಯ ತೆರೆಯಲಾಗಿದ್ದು, ಸಣ್ಣ ಕಥೆ ಪುಸ್ತಕಗಳು ಸೇರಿದಂತೆ ವಿವಿಧ ಪುಸ್ತಕಗಳು, ದಿನ ಪತ್ರಿಕೆಗಳನ್ನು ಇರಿಸಲಾಗಿದೆ. ಶಿಬಿರದಲ್ಲಿರುವ ಮಕ್ಕಳಿಗೆ ಓದುವ ಹವ್ಯಾಸ ಬೆಳೆಸುವ ನಿಟ್ಟಿನಲ್ಲಿ ಅರಣ್ಯ ಇಲಾಖೆ ಹಾಗೂ ಸ್ವಯಂಸೇವಾ ಸಂಸ್ಥೆಗಳ ಸಹಯೋಗದಲ್ಲಿ ಈ ಗ್ರಂಥಾಲಯ ಆರಂಭಿಸಲಾಗಿದೆ. ಗ್ರಂಥಾಲಯಕ್ಕೆ ಇಬ್ಬರು ಸಿಬ್ಬಂದಿಯನ್ನು ನಿಯೋಜಿಸಲಾಗಿದೆ. ಕೆಲವು ಮಕ್ಕಳು ಕಥೆ ಪುಸ್ತಕಗಳನ್ನು ಓದುವುದರಲ್ಲಿ ತೊಡಗಿದ್ದಾರೆ.: [176, 1014, 546, 1128]
- lead-inset-heading: ಈಟಿ-ಪಿಸ್ತೂಲ್ ಯುದ್ಧ್ಯ: ಹೈಫಾ: [767, 773, 889, 787]
- ambari-text: ಮೈಸೂರು, ಸೆ.18- ಅಂಬಾರಿ ಕುರಿತ ವಿವಾದದ ಬಗ್ಗೆ ಪ್ರತಿಕ್ರಿಯಿಸಲು ನಿರಾಕರಿಸಿದ ಯದುವೀರ್ ಕೃಷ್ಣದತ್ತ ಚಾಮರಾಜ ಒಡೆಯರ್, ಎಂದಿನಂತೆ ಸಾಂಪ್ರದಾಯಿಕವಾಗಿ ದಸರಾ ಆಚರಿಸಲಾಗುತ್ತದೆ ಎಂದು ತಿಳಿಸಿದರು. ಜಿಲ್ಲಾ ಪತ್ರಕರ್ತರ ಭವನದಲ್ಲಿ ಮಾಧ್ಯಮಗಳಿಗೆ ಪ್ರತಿಕ್ರಿಯಿಸಿದ ಅವರು, ಅರಮನೆಯಲ್ಲಿ ಅ.10ರಿಂದ 19ರವರೆಗೆ ರಾಜಮನೆತನದಿಂದ ಎಂದಿನಂತೆ ಸಾಂಪ್ರದಾಯಿಕ ಆಚರಣೆಗಳು ನಡೆಯಲಿವೆ. ಸದ್ಯದ ಬೆಳವಣಿಗೆ ಕುರಿತು ಹೆಚ್ಚು ಮಾತನಾಡಲು ಇಚ್ಛಿಸುವುದಿಲ್ಲ ಎಂದರು. ಹಿಂದಿನಿಂದಲೂ ನಡೆದುಕೊಂಡು ಬಂದಂತೆ ದಸರಾ ಆಚರಣೆಯಲ್ಲಿ ಯಾವುದೇ ಬದಲಾವಣೆ ಇರುವುದಿಲ್ಲ. ರಾಜವಂಶಸ್ಥರಾಗಿ ನಮ್ಮ ಕರ್ತವ್ಯ ನಿರ್ವಹಿಸುತ್ತೇವೆ. ರಾಜಕೀಯ ವಿಚಾರಗಳ ಬಗ್ಗೆ ಚರ್ಚಿಸುವುದಿಲ್ಲ. ಸಂಪ್ರದಾಯಬದ್ಧವಾಗಿ ನಡೆಯುವ ಕಾರ್ಯಕ್ರಮಗಳಿಗೆ ಯಾರೂ ಅಡ್ಡಿಪಡಿಸುವುದಿಲ್ಲ ಎಂಬ ವಿಶ್ವಾಸವಿದೆ ಎಂದು ಹೇಳಿದರು. ಜನರ ಭಾವನೆಗಳನ್ನು ಗೌರವಿಸಲಾಗುವುದು ಎಂದರು.: [559, 427, 1100, 524]
- ad-new-batch-band: [1006, 1974, 1450, 2005]
- ad-line-4: ನೀವೂ ಇದನ್ನು ಕಲಿಯಿರಿ: [1288, 1614, 1430, 1636]
- ad-line-3: ಕಲಿಯುತ್ತಿದ್ದೇನೆ: [1013, 1607, 1137, 1638]
- registration-dot: [194, 2202, 206, 2214]
- tree-photo: [363, 1565, 807, 1796]
- kanaka-headline: ‘ಕನಕ ಓದು’ ಅರಿವಿನ ಶಿಬಿರಕ್ಕೆ ಚಾಲನೆ: [1164, 676, 1414, 699]
- ramayana-headline-2: ಅದೊಂದು ವರ್ತಮಾನ ಬದುಕಿನ ಕನ್ನಡಿ: [1173, 224, 1405, 246]
- ramayana-text: ಮೈಸೂರು,ಸೆ.18(ಎಸ್‌ಪಿಎನ್)-ಜ್ಞಾನಪೀಠ ಪ್ರಶಸ್ತಿ ಪುರಸ್ಕೃತ ಕುವೆಂಪು ಅವರು, ಸಾಮಾಜಿಕ ಬದಲಾವಣೆಗೆ ಕಾವ್ಯ ಹಾಗೂ ಸಾಹಿತ್ಯದ ಮೂಲಕ ಸಿದ್ಧಾಂತಗಳನ್ನು ನೀಡಿದ್ದು, ಅವರ ಶ್ರೀ ರಾಮಾಯಣ ದರ್ಶನಂ ಕೇವಲ ಕಾವ್ಯವಲ್ಲ, ಅದೊಂದು ವರ್ತಮಾನ ಬದುಕಿನ ಕನ್ನಡಿ ಎಂದು ಮಹಾರಾಣಿ ಕಲಾ ಕಾಲೇಜಿನ ಪ್ರಾಂಶುಪಾಲರು ಅಭಿಪ್ರಾಯಪಟ್ಟರು. ಮೈಸೂರು ಅರಮನೆ ಕನ್ನಡ ಸ್ನಾತಕೋತ್ತರ ವಿಭಾಗ ಹಾಗೂ ಅಖಿಲ ಕರ್ನಾಟಕ ಗಮಕ ಕಲಾ ಪರಿಷತ್ ಸಹಯೋಗದೊಂದಿಗೆ ನಡೆದ ಗಮಕ ಸೌರಭ ಕಾರ್ಯಕ್ರಮದಲ್ಲಿ ಮಾತನಾಡಿದರು. ಕುವೆಂಪು ಅವರು ರಾಮಾಯಣದ ಪಾತ್ರಗಳಿಗೆ ಹೊಸ ಆಯಾಮ ನೀಡಿದ್ದಾರೆ. ರಾವಣ, ಕೈಕೇಯಿ, ಮಂಥರೆ ಮೊದಲಾದ ಪಾತ್ರಗಳನ್ನು ಮಾನವೀಯ ನೆಲೆಯಲ್ಲಿ ಚಿತ್ರಿಸಿದ್ದಾರೆ. ಗಮಕ ಕಲೆಯ ಮೂಲಕ ಕಾವ್ಯವನ್ನು ಜನರಿಗೆ ತಲುಪಿಸುವ ಕೆಲಸ ಶ್ಲಾಘನೀಯ ಎಂದರು. ಮಹಾರಾಜ ಪದವಿ ಕಾಲೇಜಿನ ಸಹಾಯಕ ಪ್ರಾಧ್ಯಾಪಕ ಡಾ.ಟಿ.ಕೆ.ಕೆಂಪೇಗೌಡ ಮಾತನಾಡಿ, ಕುವೆಂಪು ಅವರ ‘ರಾಮಾಯಣ ದರ್ಶನಂ’ ಭಾಗವಾದ ‘ಕುಂಭಕರ್ಣನ ಅಂತ್ಯ ದರ್ಶನ’ವನ್ನು ಗಮಕಿಗಳು ವಾಚಿಸಿದರು. ಈ ಕಾವ್ಯದ ಮೂಲಕ ಮೌಲ್ಯಗಳ ಅರಿವು ಮೂಡಿಸುವ ಕೆಲಸ ನಡೆಯಬೇಕು. ಗಮಕ ಕಲೆ ಉಳಿಸಿ ಬೆಳೆಸಲು ಯುವಜನರು ಮುಂದೆ ಬರಬೇಕು ಎಂದು ಆಶಿಸಿದರು. ಕಾರ್ಯಕ್ರಮದಲ್ಲಿ ಗಮಕಿಗಳು, ಸಾಹಿತ್ಯಾಸಕ್ತರು ಉಪಸ್ಥಿತರಿದ್ದರು.: [1122, 258, 1455, 505]
- vivek-caption: ಮೈಸೂರು ವಿವಿಯಲ್ಲಿ ನಡೆದ ‘ಸ್ವಾಮಿ ವಿವೇಕಾನಂದರ ವಿಚಾರಧಾರೆಯ ಒಂದು ಯೋಗಿಯ ದೃಷ್ಟಿ’ ವಿಚಾರ ಸಂಕಿರಣದ ಮುಖ್ಯಾತಿಥಿಯಾಗಿದ್ದ ರಾಮಕೃಷ್ಣಾಶ್ರಮದ ಸ್ವಾಮೀಜಿ ಮಾತನಾಡಿದರು.: [566, 1271, 1101, 1297]
- lead-col-3: ಹಲವು ಸ್ವಾತಂತ್ರ್ಯಸೇನಾನಿಗಳ ಸ್ಮಾರಕಗಳ ಮಾದರಿ ದಿನಗಳಲ್ಲಿ ಮೈಸೂರು ಸಲ್ಲಿಸಲು ಉದ್ದೇಶಿಸಲಾಗಿದೆ ಎಂದರು. ಹೈಫಾ ಶತಮಾನೋತ್ಸವ ಆಚರಣಾ ಸಮಿತಿಯ ಕಾರ್ಯದರ್ಶಿ ಹರೀಶ್ ಶೆಣೈ ಮಾತನಾಡಿ, ಹೈಫಾ ಯುದ್ಧದ ಗೆಲುವಿನಲ್ಲಿ ಮೈಸೂರು ಸಂಸ್ಥಾನದ ಸೈನಿಕರ ಪಾತ್ರ ಮಹತ್ವವಾದುದು. ಯುದ್ಧದ ಶತಮಾನೋತ್ಸವ ಆಚರಣೆಗಾಗಿ ಅನೇಕ ಕಾರ್ಯಕ್ರಮ ರೂಪಿಸಲಾಗಿದೆ.: [543, 668, 728, 815]
- ad-address-2: Near Choppda's 299, Mysuru - 570 024: [1124, 2135, 1327, 2145]
- ad-new-batch-brand: Mifse: [1024, 1974, 1106, 2004]
- tree-col-4: ಮರಗಳ ಹರಾಜು ಮಾಡಿದ್ದೇವೆ ಎನ್ನುತ್ತಾರೆ. ಹಾಗೆಯೇ ನಗರ ಪಾಲಿಕೆ ಅಧಿಕಾರಿಗಳನ್ನು ಕೇಳಿದರೆ ನಮ್ಮಿಂದಲೂ ಹಾಸಲಿಗಂ ಎತ್ತರದ ಮರಗಳನ್ನು ಕಡಿಯಲು ಅನುಮತಿ ನೀಡಲಾಗಿದೆ ಎನ್ನುತ್ತಾರೆ. ಈ ಸಂಬಂಧ ಅರಣ್ಯ ಇಲಾಖೆ ಅಧಿಕಾರಿಗಳು ಸ್ಥಳ ಪರಿಶೀಲನೆ ನಡೆಸಬೇಕು ಎಂದು ಸ್ಥಳೀಯರು ಆಗ್ರಹಪಡಿಸಿದ್ದಾರೆ.: [815, 1812, 991, 1926]
- qr-code-icon[interactable]: [1409, 2111, 1446, 2148]
- rule-kanaka: [1122, 668, 1455, 669]
- drugs-divider: [718, 1955, 719, 2181]
- registration-dot: [213, 2202, 224, 2214]
- ad-logo: [1006, 2109, 1117, 2150]
- ad-footer-right[interactable]: www.mifse.com: [1355, 2165, 1446, 2177]
- mifse-ad[interactable]: [996, 1509, 1455, 2183]
- ad-testimonial2-name: ರೂಪಶ್ರೀ ಪ್ರಕಾಶ್: [1321, 1904, 1371, 1915]
- registration-dot: [1407, 2202, 1418, 2214]
- vivek-col-1: ಮೈಸೂರು, ಸೆ.18(ಎಸ್‌ಎಂ)- ಸ್ವಾಮಿ ವಿವೇಕಾನಂದರ ಸಂದೇಶಗಳು ಮನುಕುಲದ ಒಳಿತನ್ನು ಬಯಸುತ್ತವೆ. ಅವರ ಚಿಂತನೆಗಳು ಇಂದಿಗೂ ಪ್ರಸ್ತುತವಾಗಿದ್ದು, ಯುವಜನರು ಅವುಗಳನ್ನು ಅಳವಡಿಸಿಕೊಳ್ಳಬೇಕು ಎಂದು ಸ್ವಾಮೀಜಿ ಹೇಳಿದರು. ವಿವೇಕಾನಂದರು ಭಾರತೀಯ ಸಂಸ್ಕೃತಿಯನ್ನು ವಿಶ್ವಕ್ಕೆ ಪರಿಚಯಿಸಿದರು. ಚಿಕಾಗೋ ಸರ್ವಧರ್ಮ ಸಮ್ಮೇಳನದಲ್ಲಿ ಮಾಡಿದ ಭಾಷಣ ಇಂದಿಗೂ ಸ್ಮರಣೀಯ ಎಂದರು.: [556, 1329, 731, 1492]
